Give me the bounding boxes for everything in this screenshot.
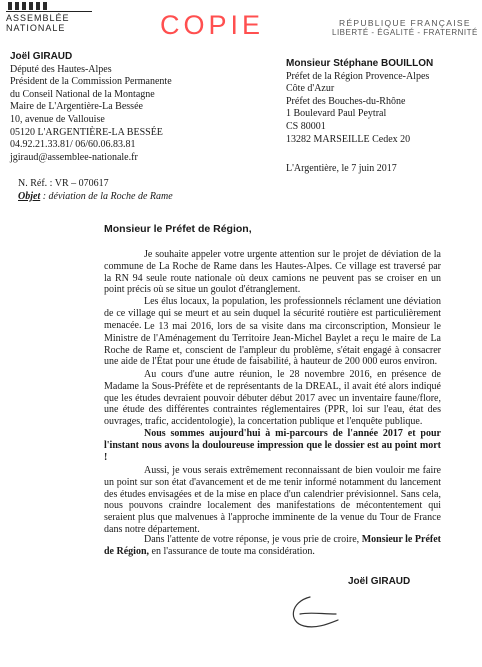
object-line (18, 191, 173, 204)
sender-line: 04.92.21.33.81/ 06/60.06.83.81 (10, 139, 136, 151)
recipient-line: Côte d'Azur (286, 83, 335, 95)
recipient-line: Préfet des Bouches-du-Rhône (286, 95, 406, 107)
logo-bars (8, 2, 92, 10)
republic-title: RÉPUBLIQUE FRANÇAISE (339, 18, 471, 28)
paragraph-text: Le 13 mai 2016, lors de sa visite dans ma circonscription, Monsieur le Ministre de l'Aménagement du Territoire Jean-Michel Baylet a reçu le maire de La Roche de Rame et, conscient de l'ampleur du problème, s'était engagé à consacrer une aide de l'État pour une étude de faisabilité, à hauteur de 200 000 euros environ. (104, 321, 441, 368)
sender-line: du Conseil National de la Montagne (10, 88, 155, 100)
salutation: Monsieur le Préfet de Région, (104, 223, 252, 235)
recipient-line: 1 Boulevard Paul Peytral (286, 108, 387, 120)
body-paragraph-7 (104, 534, 441, 558)
paragraph-text (104, 534, 441, 558)
recipient-block (286, 58, 433, 146)
body-paragraph-5 (104, 428, 441, 463)
body-paragraph-6 (104, 465, 441, 536)
sender-line: Maire de L'Argentière-La Bessée (10, 101, 143, 113)
paragraph-text: Nous sommes aujourd'hui à mi-parcours de l'année 2017 et pour l'instant nous avons la douloureuse impression que le dossier est au point mort ! (104, 428, 441, 463)
letter-date: L'Argentière, le 7 juin 2017 (286, 163, 397, 174)
body-paragraph-4 (104, 369, 441, 428)
reference-number: N. Réf. : VR – 070617 (18, 178, 109, 189)
paragraph-text: Je souhaite appeler votre urgente attention sur le projet de déviation de la commune de La Roche de Rame dans les Hautes-Alpes. Ce village est traversé par la RN 94 seule route nationale où deux camions ne peuvent pas se croiser en un point précis où se situe un goulot d'étranglement. (104, 249, 441, 296)
sender-block (10, 51, 172, 164)
recipient-line: CS 80001 (286, 120, 326, 132)
closing-start: Dans l'attente de votre réponse, je vous prie de croire, (144, 534, 362, 545)
republic-motto: LIBERTÉ - ÉGALITÉ - FRATERNITÉ (332, 28, 478, 37)
republic-heading (332, 18, 478, 37)
paragraph-text: Aussi, je vous serais extrêmement reconnaissant de bien vouloir me faire un point sur son état d'avancement et de me tenir informé notamment du lancement des études envisagées et de la mise en place d'un calendrier prévisionnel. Sans cela, nous pouvons craindre localement des manifestations de mécontentement qui seraient plus que malvenues à l'approche imminente de la venue du Tour de France dans notre département. (104, 465, 441, 535)
body-paragraph-3 (104, 321, 441, 368)
sender-name: Joël GIRAUD (10, 51, 73, 62)
assemblee-nationale-logo (6, 2, 92, 33)
recipient-name: Monsieur Stéphane BOUILLON (286, 58, 434, 69)
logo-line1: ASSEMBLÉE (6, 11, 92, 23)
logo-line2: NATIONALE (6, 23, 66, 33)
reference-block (18, 178, 173, 203)
sender-email: jgiraud@assemblee-nationale.fr (10, 151, 138, 163)
paragraph-text: Au cours d'une autre réunion, le 28 novembre 2016, en présence de Madame la Sous-Préfète et de représentants de la DREAL, il avait été alors indiqué que les études devraient pouvoir débuter début 2017 avec un inventaire faune/flore, une étude des différentes contraintes réglementaires (PPR, loi sur l'eau, état des ouvrages, trafic, accidentologie), la concertation publique et l'enquête publique. (104, 369, 441, 428)
copie-stamp: COPIE (160, 10, 265, 40)
sender-line: Président de la Commission Permanente (10, 76, 172, 88)
body-paragraph-1 (104, 249, 441, 296)
object-label: Objet (18, 190, 41, 202)
paragraph-text: Les élus locaux, la population, les professionnels réclament une déviation de ce village qui se meurt et au sein duquel la sécurité routière est particulièrement menacée. (104, 296, 441, 331)
sender-line: 10, avenue de Vallouise (10, 113, 105, 125)
sender-line: 05120 L'ARGENTIÈRE-LA BESSÉE (10, 126, 163, 138)
recipient-line: Préfet de la Région Provence-Alpes (286, 70, 430, 82)
recipient-line: 13282 MARSEILLE Cedex 20 (286, 133, 411, 145)
closing-bold: Monsieur le Préfet de Région, (104, 534, 441, 557)
signature-name: Joël GIRAUD (348, 576, 411, 587)
sender-line: Député des Hautes-Alpes (10, 63, 112, 75)
object-text: : déviation de la Roche de Rame (40, 190, 173, 202)
handwritten-signature (280, 592, 350, 632)
closing-end: en l'assurance de toute ma considération. (149, 545, 315, 557)
